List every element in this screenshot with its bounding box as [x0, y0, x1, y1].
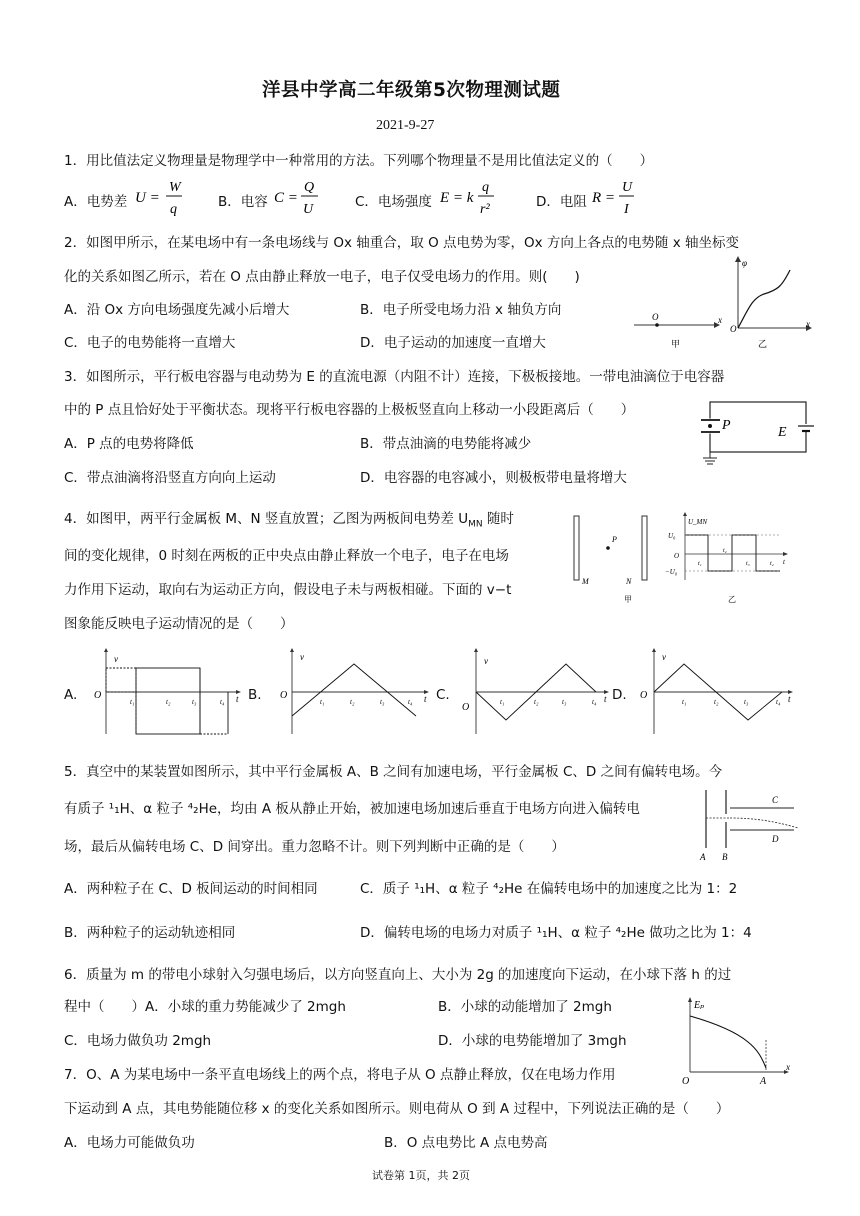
q7-option-b: B．O 点电势比 A 点电势高: [384, 1135, 548, 1151]
svg-text:O: O: [640, 690, 648, 701]
svg-text:R =: R =: [592, 190, 616, 206]
svg-text:t₃: t₃: [744, 698, 749, 706]
q4-option-c-label: C.: [436, 687, 450, 703]
svg-text:v: v: [114, 654, 118, 664]
q5-line1: 5．真空中的某装置如图所示，其中平行金属板 A、B 之间有加速电场，平行金属板 C、D 之间有偏转电场。今: [64, 764, 723, 780]
q4-line3: 力作用下运动，取向右为运动正方向，假设电子未与两板相碰。下面的 v−t: [64, 582, 512, 598]
q3-option-b: B．带点油滴的电势能将减少: [360, 436, 532, 452]
svg-text:t₂: t₂: [714, 698, 719, 706]
svg-text:O: O: [462, 702, 470, 713]
svg-text:t₁: t₁: [130, 698, 135, 706]
svg-text:t₄: t₄: [408, 698, 413, 706]
svg-text:P: P: [722, 418, 731, 433]
svg-text:C: C: [772, 795, 779, 805]
svg-text:t₃: t₃: [746, 561, 750, 567]
q5-figure: [694, 782, 804, 864]
q6-line1: 6．质量为 m 的带电小球射入匀强电场后，以方向竖直向上、大小为 2g 的加速度向下运动，在小球下落 h 的过: [64, 967, 732, 983]
q6-option-c: C．电场力做负功 2mgh: [64, 1033, 212, 1049]
q7-line1: 7．O、A 为某电场中一条平直电场线上的两个点，将电子从 O 点静止释放，仅在电场力作用: [64, 1067, 616, 1083]
q2-option-a: A．沿 Ox 方向电场强度先减小后增大: [64, 302, 290, 318]
svg-text:x: x: [806, 319, 810, 329]
q4-option-b-label: B.: [248, 687, 262, 703]
q3-line2: 中的 P 点且恰好处于平衡状态。现将平行板电容器的上极板竖直向上移动一小段距离后（ ）: [64, 402, 635, 418]
q4-graph-a: [86, 648, 246, 740]
svg-text:t: t: [783, 558, 785, 566]
q7-option-a: A．电场力可能做负功: [64, 1135, 195, 1151]
svg-text:乙: 乙: [758, 339, 768, 349]
q5-line2: 有质子 ¹₁H、α 粒子 ⁴₂He，均由 A 板从静止开始，被加速电场加速后垂直于电场方向进入偏转电: [64, 801, 640, 817]
svg-text:A: A: [700, 852, 706, 862]
svg-text:E: E: [778, 425, 787, 440]
q1-option-d: D．电阻: [536, 194, 587, 210]
q4-graph-d: [636, 648, 801, 740]
svg-text:φ: φ: [742, 258, 747, 268]
svg-text:C =: C =: [274, 190, 298, 206]
q3-line1: 3．如图所示，平行板电容器与电动势为 E 的直流电源（内阻不计）连接，下极板接地。一带电油滴位于电容器: [64, 369, 725, 385]
q4-graph-b: [276, 648, 436, 740]
svg-text:v: v: [484, 656, 488, 666]
q7-line2: 下运动到 A 点，其电势能随位移 x 的变化关系如图所示。则电荷从 O 到 A 过程中，下列说法正确的是（ ）: [64, 1101, 730, 1117]
page-footer: 试卷第 1页，共 2页: [372, 1169, 470, 1182]
q1-option-b: B．电容: [218, 194, 268, 210]
svg-text:t₁: t₁: [320, 698, 325, 706]
svg-text:I: I: [624, 202, 629, 217]
svg-text:O: O: [280, 690, 288, 701]
q4-graph-c: [456, 648, 616, 740]
svg-text:t₄: t₄: [770, 561, 774, 567]
svg-text:乙: 乙: [728, 595, 736, 604]
q4-figure: [568, 512, 798, 616]
q1-option-a: A．电势差: [64, 194, 128, 210]
svg-text:q: q: [170, 202, 177, 217]
svg-text:t₄: t₄: [220, 698, 225, 706]
q6-line2: 程中（ ）A．小球的重力势能减少了 2mgh: [64, 999, 346, 1015]
svg-text:t₃: t₃: [192, 698, 197, 706]
svg-text:t₁: t₁: [500, 698, 505, 706]
q1-formula-d: [592, 177, 642, 219]
svg-text:M: M: [582, 577, 589, 586]
q3-circuit-figure: [700, 396, 820, 468]
svg-text:x: x: [718, 315, 722, 325]
svg-text:t₂: t₂: [723, 548, 727, 554]
q3-option-d: D．电容器的电容减小，则极板带电量将增大: [360, 470, 627, 486]
svg-text:N: N: [626, 577, 632, 586]
q4-option-a-label: A.: [64, 687, 78, 703]
q3-option-a: A．P 点的电势将降低: [64, 436, 194, 452]
q2-line1: 2．如图甲所示，在某电场中有一条电场线与 Ox 轴重合，取 O 点电势为零，Ox 方向上各点的电势随 x 轴坐标变: [64, 235, 739, 251]
svg-text:O: O: [730, 324, 737, 334]
q4-line4: 图象能反映电子运动情况的是（ ）: [64, 616, 294, 632]
q4-line1: 4．如图甲，两平行金属板 M、N 竖直放置；乙图为两板间电势差 $U_{MN}$ 随时: [64, 511, 514, 530]
svg-text:t₂: t₂: [166, 698, 171, 706]
svg-text:U_MN: U_MN: [688, 518, 708, 526]
svg-text:t₁: t₁: [682, 698, 687, 706]
q1-formula-c: [440, 177, 500, 219]
svg-text:t: t: [788, 694, 791, 704]
svg-text:D: D: [772, 834, 779, 844]
svg-text:E = k: E = k: [440, 190, 474, 206]
q1-option-c: C．电场强度: [355, 194, 432, 210]
q4-line2: 间的变化规律，0 时刻在两板的正中央点由静止释放一个电子，电子在电场: [64, 548, 509, 564]
q2-option-d: D．电子运动的加速度一直增大: [360, 335, 546, 351]
svg-text:v: v: [300, 652, 304, 662]
svg-text:t: t: [604, 694, 607, 704]
svg-text:B: B: [722, 852, 728, 862]
svg-text:r²: r²: [480, 202, 490, 217]
q1-formula-b: [274, 177, 324, 219]
q1-stem: 1．用比值法定义物理量是物理学中一种常用的方法。下列哪个物理量不是用比值法定义的（ ）: [64, 153, 654, 169]
svg-text:P: P: [612, 535, 617, 544]
test-date: 2021-9-27: [376, 118, 435, 133]
svg-text:t: t: [236, 694, 239, 704]
svg-text:U₀: U₀: [668, 532, 676, 540]
q2-option-c: C．电子的电势能将一直增大: [64, 335, 236, 351]
q5-option-c: C．质子 ¹₁H、α 粒子 ⁴₂He 在偏转电场中的加速度之比为 1：2: [360, 881, 738, 897]
q5-option-b: B．两种粒子的运动轨迹相同: [64, 925, 236, 941]
svg-text:t₂: t₂: [350, 698, 355, 706]
q2-line2: 化的关系如图乙所示，若在 O 点由静止释放一电子，电子仅受电场力的作用。则( ): [64, 269, 580, 285]
svg-text:q: q: [482, 180, 489, 195]
q5-option-d: D．偏转电场的电场力对质子 ¹₁H、α 粒子 ⁴₂He 做功之比为 1：4: [360, 925, 752, 941]
svg-text:U =: U =: [135, 190, 160, 206]
svg-text:t₄: t₄: [776, 698, 781, 706]
q2-option-b: B．电子所受电场力沿 x 轴负方向: [360, 302, 562, 318]
q3-option-c: C．带点油滴将沿竖直方向向上运动: [64, 470, 276, 486]
svg-text:t₄: t₄: [592, 698, 597, 706]
svg-text:O: O: [674, 552, 680, 560]
svg-text:x: x: [786, 1062, 790, 1072]
svg-text:甲: 甲: [624, 595, 632, 604]
svg-text:Q: Q: [304, 180, 315, 195]
svg-text:U: U: [303, 202, 314, 217]
svg-text:t₁: t₁: [698, 561, 702, 567]
q5-option-a: A．两种粒子在 C、D 板间运动的时间相同: [64, 881, 318, 897]
svg-text:O: O: [652, 312, 659, 322]
svg-text:v: v: [662, 652, 666, 662]
page-title: 洋县中学高二年级第5次物理测试题: [262, 80, 561, 101]
svg-text:U: U: [622, 180, 633, 195]
svg-text:t₃: t₃: [562, 698, 567, 706]
svg-text:−U₀: −U₀: [665, 568, 678, 576]
q7-figure: [678, 996, 796, 1088]
q6-option-d: D．小球的电势能增加了 3mgh: [438, 1033, 627, 1049]
svg-text:Eₚ: Eₚ: [694, 1000, 705, 1011]
svg-text:O: O: [682, 1076, 690, 1087]
q5-line3: 场，最后从偏转电场 C、D 间穿出。重力忽略不计。则下列判断中正确的是（ ）: [64, 839, 565, 855]
svg-text:甲: 甲: [671, 339, 681, 349]
svg-text:O: O: [94, 690, 102, 701]
svg-text:W: W: [169, 180, 181, 195]
q2-figure: [630, 256, 820, 352]
q6-option-b: B．小球的动能增加了 2mgh: [438, 999, 612, 1015]
svg-text:t₃: t₃: [380, 698, 385, 706]
svg-text:t₂: t₂: [534, 698, 539, 706]
q1-formula-a: [135, 177, 185, 219]
svg-text:A: A: [760, 1076, 767, 1087]
svg-text:t: t: [424, 694, 427, 704]
q4-option-d-label: D.: [612, 687, 627, 703]
